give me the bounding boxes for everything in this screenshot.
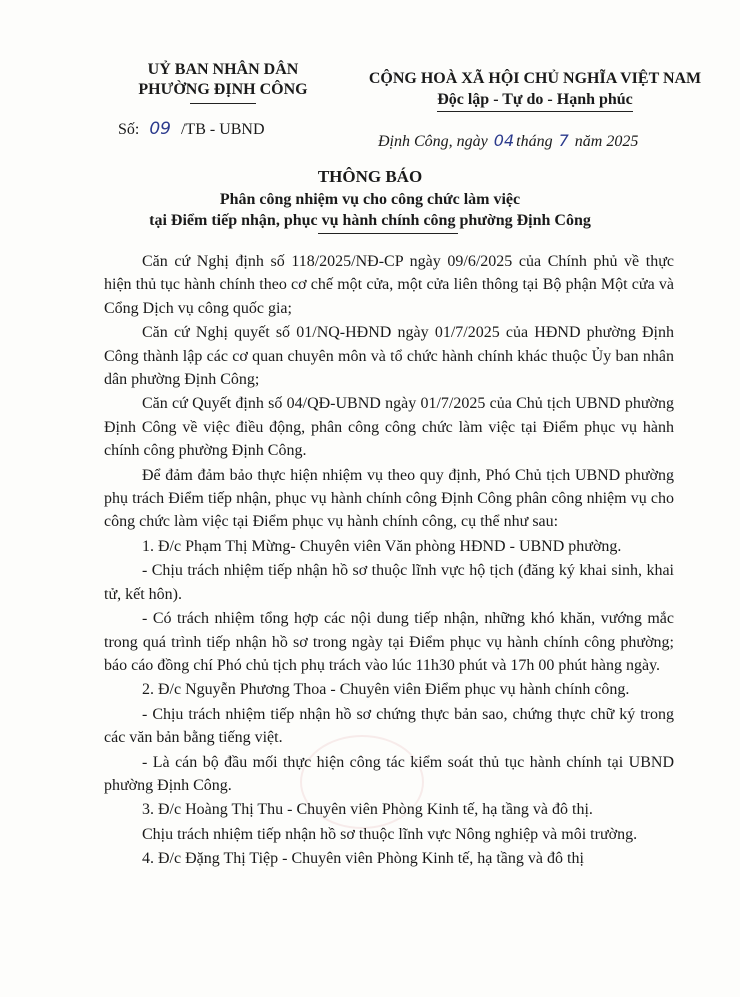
assignment-1-duty-2: - Có trách nhiệm tổng hợp các nội dung tiếp nhận, những khó khăn, vướng mắc trong quá trình tiếp nhận hồ sơ trong ngày tại Điểm phục vụ hành chính công phường; báo cáo đồng chí Phó chủ tịch phụ trách vào lúc 11h30 phút và 17h 00 phút hàng ngày. xyxy=(104,610,674,674)
number-suffix: /TB - UBND xyxy=(180,121,265,138)
assignment-3-duty-1: Chịu trách nhiệm tiếp nhận hồ sơ thuộc lĩnh vực Nông nghiệp và môi trường. xyxy=(142,825,638,843)
issue-date xyxy=(378,131,678,152)
document-body xyxy=(104,250,674,871)
authority-underline xyxy=(190,103,256,104)
paragraph-legal-basis-1: Căn cứ Nghị định số 118/2025/NĐ-CP ngày 09/6/2025 của Chính phủ về thực hiện thủ tục hành chính theo cơ chế một cửa, một cửa liên thông tại Bộ phận Một cửa và Cổng Dịch vụ công quốc gia; xyxy=(104,253,674,317)
paragraph-legal-basis-2: Căn cứ Nghị quyết số 01/NQ-HĐND ngày 01/7/2025 của HĐND phường Định Công thành lập các cơ quan chuyên môn và tổ chức hành chính khác thuộc Ủy ban nhân dân phường Định Công; xyxy=(104,324,674,389)
authority-line-2: PHƯỜNG ĐỊNH CÔNG xyxy=(138,81,308,98)
assignment-1-heading: 1. Đ/c Phạm Thị Mừng- Chuyên viên Văn phòng HĐND - UBND phường. xyxy=(142,537,622,555)
authority-line-1: UỶ BAN NHÂN DÂN xyxy=(147,61,299,78)
handwritten-number: 09 xyxy=(149,119,171,139)
nation-name: CỘNG HOÀ XÃ HỘI CHỦ NGHĨA VIỆT NAM xyxy=(368,70,702,87)
issuing-authority xyxy=(108,60,338,104)
assignment-2-duty-2: - Là cán bộ đầu mối thực hiện công tác kiểm soát thủ tục hành chính tại UBND phường Định Công. xyxy=(104,753,674,794)
document-subtitle xyxy=(60,189,680,231)
assignment-2-heading: 2. Đ/c Nguyễn Phương Thoa - Chuyên viên Điểm phục vụ hành chính công. xyxy=(142,681,630,699)
subtitle-line-2: tại Điểm tiếp nhận, phục vụ hành chính công phường Định Công xyxy=(149,212,591,229)
national-heading xyxy=(345,68,725,112)
paragraph-intro: Để đảm đảm bảo thực hiện nhiệm vụ theo quy định, Phó Chủ tịch UBND phường phụ trách Điểm tiếp nhận, phục vụ hành chính công Định Công phân công nhiệm vụ cho công chức làm việc tại Điểm phục vụ hành chính công, cụ thể như sau: xyxy=(104,466,674,531)
national-motto: Độc lập - Tự do - Hạnh phúc xyxy=(437,89,633,112)
paragraph-legal-basis-3: Căn cứ Quyết định số 04/QĐ-UBND ngày 01/7/2025 của Chủ tịch UBND phường Định Công về việc điều động, phân công công chức làm việc tại Điểm phục vụ hành chính công phường Định Công. xyxy=(104,395,674,460)
document-number xyxy=(118,118,265,141)
number-prefix: Số: xyxy=(118,121,140,138)
date-year: năm 2025 xyxy=(574,133,639,150)
assignment-2-duty-1: - Chịu trách nhiệm tiếp nhận hồ sơ chứng thực bản sao, chứng thực chữ ký trong các văn bản bằng tiếng việt. xyxy=(104,705,674,747)
assignment-4-heading: 4. Đ/c Đặng Thị Tiệp - Chuyên viên Phòng Kinh tế, hạ tầng và đô thị xyxy=(142,850,584,868)
date-month-word: tháng xyxy=(516,133,553,150)
handwritten-day: 04 xyxy=(493,131,515,150)
title-underline xyxy=(318,233,458,234)
assignment-3-heading: 3. Đ/c Hoàng Thị Thu - Chuyên viên Phòng Kinh tế, hạ tầng và đô thị. xyxy=(142,801,593,819)
document-title: THÔNG BÁO xyxy=(317,167,423,186)
assignment-1-duty-1: - Chịu trách nhiệm tiếp nhận hồ sơ thuộc lĩnh vực hộ tịch (đăng ký khai sinh, khai tử, kết hôn). xyxy=(104,562,674,603)
date-place-prefix: Định Công, ngày xyxy=(378,133,488,150)
subtitle-line-1: Phân công nhiệm vụ cho công chức làm việc xyxy=(219,191,521,208)
handwritten-month: 7 xyxy=(558,131,569,150)
